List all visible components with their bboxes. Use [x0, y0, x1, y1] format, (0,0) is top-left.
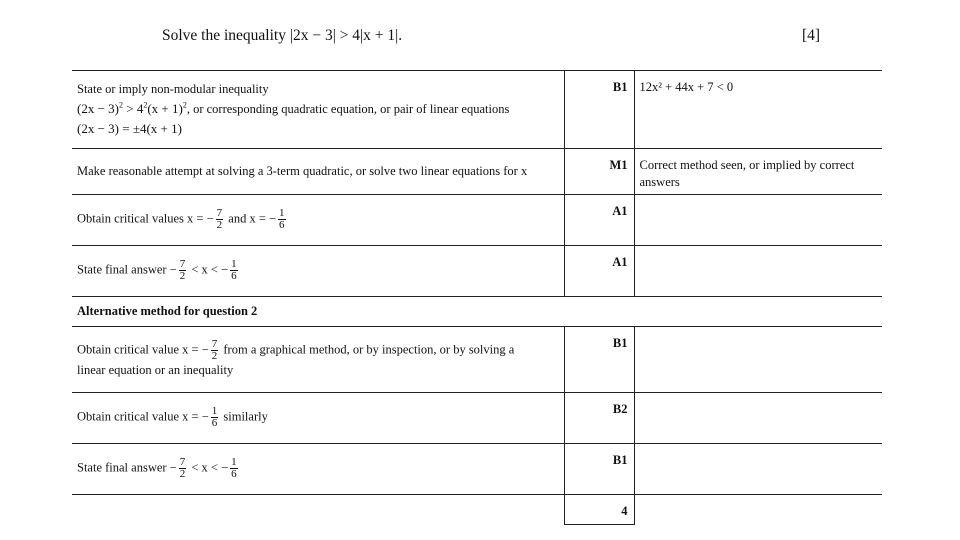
- empty-cell: [634, 494, 882, 524]
- guidance-cell: [634, 194, 882, 245]
- mark-cell: B1: [564, 71, 634, 149]
- math-line: (2x − 3) = ±4(x + 1): [77, 121, 182, 137]
- denominator: 6: [231, 468, 237, 481]
- question-marks: [4]: [802, 27, 821, 44]
- question-text: Solve the inequality |2x − 3| > 4|x + 1|.: [162, 27, 403, 44]
- criterion-text: Make reasonable attempt at solving a 3-term quadratic, or solve two linear equations for x: [72, 149, 564, 195]
- numerator: 1: [231, 258, 237, 271]
- mark-scheme-table: [72, 70, 882, 525]
- exponent: 2: [182, 100, 187, 110]
- criterion-cell: [72, 71, 564, 149]
- table-row: [72, 494, 882, 524]
- criterion-text: < x < −: [188, 460, 229, 475]
- criterion-cell: [72, 392, 564, 443]
- criterion-text: < x < −: [188, 262, 229, 277]
- math-part: > 4: [123, 101, 144, 117]
- numerator: 1: [231, 456, 237, 469]
- denominator: 2: [216, 219, 223, 232]
- guidance-cell: 12x² + 44x + 7 < 0: [634, 71, 882, 149]
- table-row: [72, 392, 882, 443]
- fraction: [211, 406, 219, 429]
- criterion-text: State or imply non-modular inequality: [77, 82, 269, 97]
- mark-cell: B1: [564, 443, 634, 494]
- denominator: 2: [211, 350, 218, 363]
- fraction: [179, 259, 187, 282]
- numerator: 7: [211, 338, 218, 351]
- math-part: (x + 1): [147, 101, 183, 117]
- denominator: 6: [279, 219, 285, 232]
- criterion-text: Obtain critical value x = −: [77, 342, 209, 357]
- table-row: [72, 194, 882, 245]
- mark-cell: A1: [564, 245, 634, 296]
- math-part: , or corresponding quadratic equation, or pair of linear equations: [186, 102, 510, 117]
- mark-cell: B2: [564, 392, 634, 443]
- guidance-cell: [634, 326, 882, 392]
- mark-cell: B1: [564, 326, 634, 392]
- table-row: [72, 149, 882, 195]
- criterion-text: similarly: [220, 409, 268, 424]
- table-row: [72, 71, 882, 149]
- criterion-text: and x = −: [225, 211, 277, 226]
- table-row: [72, 326, 882, 392]
- numerator: 1: [279, 207, 285, 220]
- alt-method-heading: Alternative method for question 2: [72, 296, 882, 326]
- exponent: 2: [143, 100, 148, 110]
- criterion-text: from a graphical method, or by inspection, or by solving a: [220, 342, 515, 357]
- criterion-cell: [72, 443, 564, 494]
- table-row: [72, 245, 882, 296]
- math-part: (2x − 3): [77, 101, 119, 117]
- criterion-cell: [72, 245, 564, 296]
- guidance-cell: [634, 392, 882, 443]
- guidance-cell: Correct method seen, or implied by correct answers: [634, 149, 882, 195]
- criterion-text: Obtain critical value x = −: [77, 409, 209, 424]
- mark-cell: A1: [564, 194, 634, 245]
- numerator: 7: [179, 258, 186, 271]
- fraction: [230, 457, 238, 480]
- fraction: [216, 208, 224, 231]
- guidance-cell: [634, 245, 882, 296]
- fraction: [211, 339, 219, 362]
- numerator: 7: [216, 207, 223, 220]
- empty-cell: [72, 494, 564, 524]
- denominator: 2: [179, 270, 186, 283]
- exponent: 2: [119, 100, 123, 110]
- numerator: 1: [211, 405, 218, 418]
- denominator: 2: [179, 468, 186, 481]
- fraction: [230, 259, 238, 282]
- criterion-cell: [72, 326, 564, 392]
- criterion-text: State final answer −: [77, 460, 177, 475]
- criterion-text: State final answer −: [77, 262, 177, 277]
- criterion-cell: [72, 194, 564, 245]
- table-row: [72, 296, 882, 326]
- criterion-text: linear equation or an inequality: [77, 363, 234, 378]
- criterion-text: Obtain critical values x = −: [77, 211, 214, 226]
- fraction: [278, 208, 286, 231]
- guidance-cell: [634, 443, 882, 494]
- numerator: 7: [179, 456, 186, 469]
- denominator: 6: [211, 417, 218, 430]
- table-row: [72, 443, 882, 494]
- fraction: [179, 457, 187, 480]
- math-line: [77, 100, 559, 118]
- denominator: 6: [231, 270, 237, 283]
- total-mark: 4: [564, 494, 634, 524]
- mark-cell: M1: [564, 149, 634, 195]
